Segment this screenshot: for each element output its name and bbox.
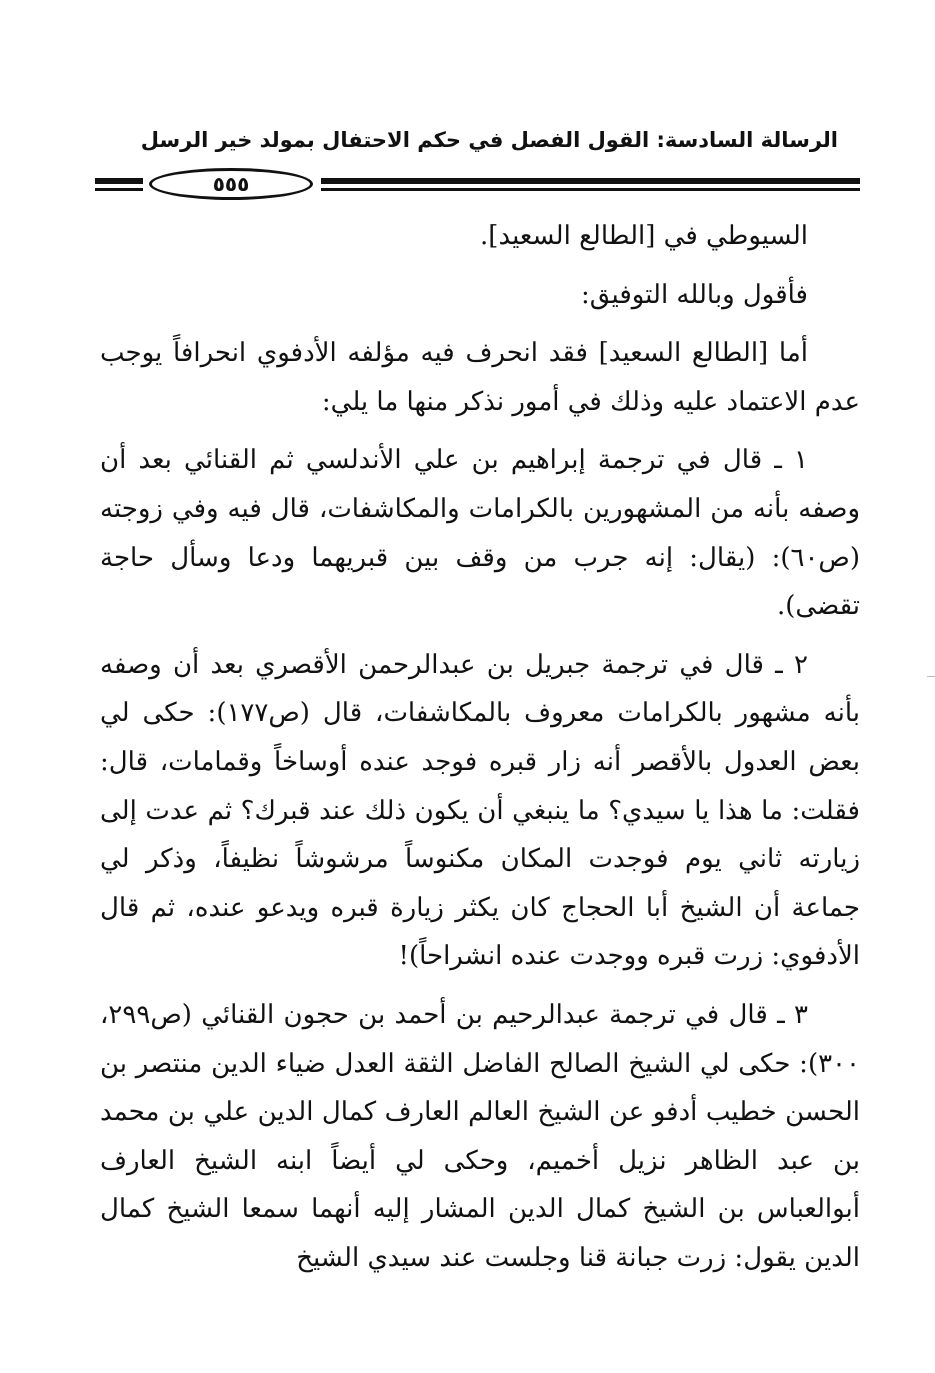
header-rule-right-thin [321,188,860,191]
body-text [100,212,860,1282]
paragraph-continuation: السيوطي في [الطالع السعيد]. [480,221,808,251]
paragraph-item-2: ٢ ـ قال في ترجمة جبريل بن عبدالرحمن الأقصري بعد أن وصفه بأنه مشهور بالكرامات معروف بالمكاشفات، قال (ص١٧٧): حكى لي بعض العدول بالأقصر أنه زار قبره فوجد عنده أوساخاً وقمامات، قال: فقلت: ما هذا يا سيدي؟ ما ينبغي أن يكون ذلك عند قبرك؟ ثم عدت إلى زيارته ثاني يوم فوجدت المكان مكنوساً مرشوشاً نظيفاً، وذكر لي جماعة أن الشيخ أبا الحجاج كان يكثر زيارة قبره ويدعو عنده، ثم قال الأدفوي: زرت قبره ووجدت عنده انشراحاً)! [100,649,860,972]
header-rule-left-thin [95,188,143,191]
running-header-title: الرسالة السادسة: القول الفصل في حكم الاحتفال بمولد خير الرسل [140,128,838,152]
scan-edge-mark [927,676,935,677]
header-rule-left-thick [95,178,143,184]
paragraph-statement: أما [الطالع السعيد] فقد انحرف فيه مؤلفه الأدفوي انحرافاً يوجب عدم الاعتماد عليه وذلك في أمور نذكر منها ما يلي: [100,338,860,417]
paragraph-intro: فأقول وبالله التوفيق: [581,279,808,310]
page-number-badge: ٥٥٥ [149,168,313,200]
header-rule-right-thick [321,178,860,184]
paragraph-item-3: ٣ ـ قال في ترجمة عبدالرحيم بن أحمد بن حجون القنائي (ص٢٩٩، ٣٠٠): حكى لي الشيخ الصالح الفاضل الثقة العدل ضياء الدين منتصر بن الحسن خطيب أدفو عن الشيخ العالم العارف كمال الدين علي بن محمد بن عبد الظاهر نزيل أخميم، وحكى لي أيضاً ابنه الشيخ العارف أبوالعباس بن الشيخ كمال الدين المشار إليه أنهما سمعا الشيخ كمال الدين يقول: زرت جبانة قنا وجلست عند سيدي الشيخ [100,999,860,1273]
header-rule [95,164,860,204]
paragraph-item-1: ١ ـ قال في ترجمة إبراهيم بن علي الأندلسي ثم القنائي بعد أن وصفه بأنه من المشهورين بالكرامات والمكاشفات، قال فيه وفي زوجته (ص٦٠): (يقال: إنه جرب من وقف بين قبريهما ودعا وسأل حاجة تقضى). [100,445,860,622]
